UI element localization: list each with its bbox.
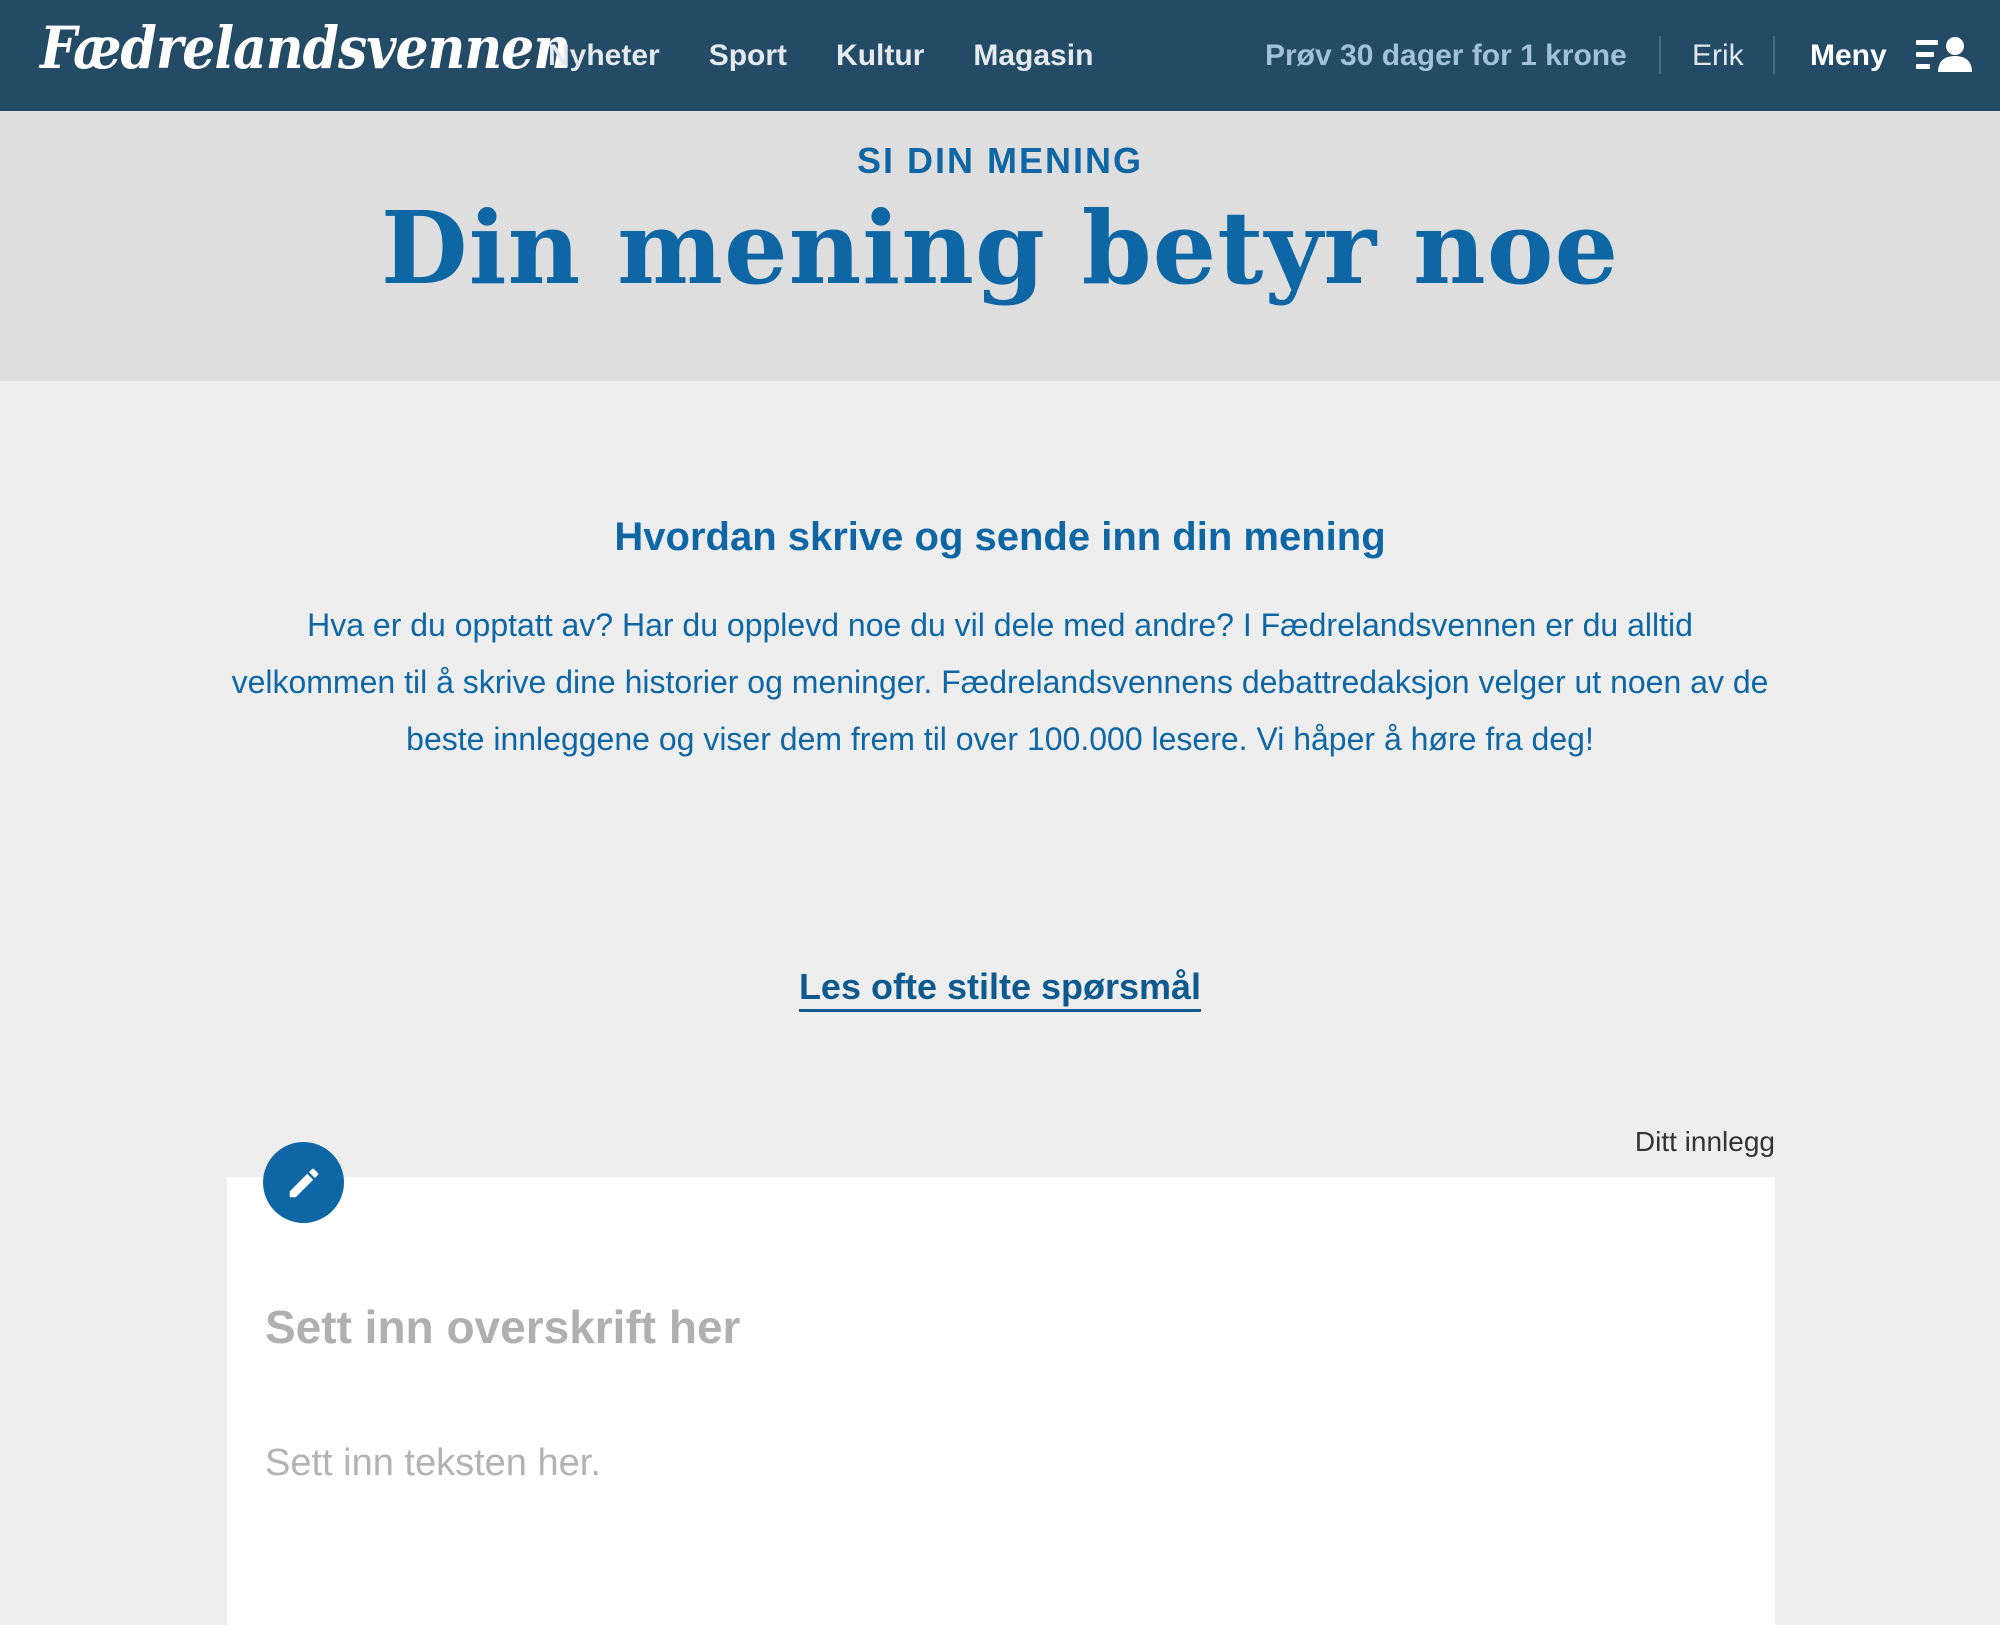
hero-kicker: SI DIN MENING: [856, 140, 1143, 181]
nav-item-sport[interactable]: Sport: [708, 38, 788, 72]
body-textarea[interactable]: [265, 1439, 1735, 1609]
site-logo[interactable]: Fædrelandsvennen: [40, 14, 571, 83]
pencil-icon: [285, 1164, 323, 1202]
intro-heading: Hvordan skrive og sende inn din mening: [614, 515, 1386, 559]
edit-badge: [263, 1142, 344, 1223]
header-divider: [1773, 36, 1775, 74]
menu-user-icon[interactable]: [1916, 36, 1972, 74]
hero-section: [0, 111, 2000, 381]
nav-item-magasin[interactable]: Magasin: [973, 38, 1094, 72]
faq-link-container: [0, 966, 2000, 1008]
nav-item-nyheter[interactable]: Nyheter: [548, 38, 660, 72]
top-navigation-bar: [0, 0, 2000, 111]
intro-text: Hva er du opptatt av? Har du opplevd noe du vil dele med andre? I Fædrelandsvennen er du alltid velkommen til å skrive dine historier og meninger. Fædrelandsvennens debattredaksjon velger ut noen av de beste innleggene og viser dem frem til over 100.000 lesere. Vi håper å høre fra deg!: [231, 607, 1769, 757]
subscription-promo-link[interactable]: Prøv 30 dager for 1 krone: [1265, 38, 1627, 72]
editor-label: Ditt innlegg: [1634, 1126, 1775, 1157]
nav-item-kultur[interactable]: Kultur: [836, 38, 925, 72]
faq-link[interactable]: Les ofte stilte spørsmål: [799, 966, 1201, 1012]
user-name[interactable]: Erik: [1692, 38, 1744, 72]
header-divider: [1659, 36, 1661, 74]
headline-input[interactable]: [265, 1292, 1735, 1362]
main-nav: [548, 0, 1142, 111]
page-title: Din mening betyr noe: [380, 189, 1620, 307]
menu-button[interactable]: Meny: [1810, 38, 1887, 72]
submission-editor: [227, 1177, 1775, 1625]
